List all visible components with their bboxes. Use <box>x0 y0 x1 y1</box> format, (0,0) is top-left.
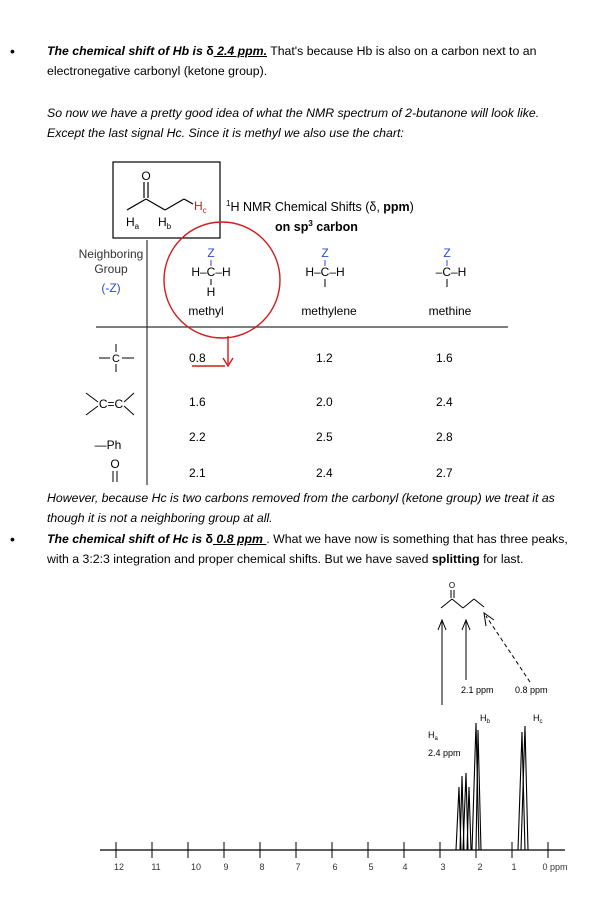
methyl-bottom-h: H <box>206 285 216 299</box>
methyl-highlight-circle <box>164 222 280 338</box>
molecule-skeleton <box>127 182 193 210</box>
tick-3: 3 <box>440 862 446 872</box>
spectrum-label-08: 0.8 ppm <box>515 685 548 695</box>
tick-4: 4 <box>402 862 408 872</box>
cell-r3-c3: 2.8 <box>436 430 453 444</box>
bullet2-lead: The chemical shift of Hc is <box>47 532 206 546</box>
group-phenyl-label: —Ph <box>94 438 122 452</box>
cell-r3-c2: 2.5 <box>316 430 333 444</box>
molecule-o-label: O <box>141 169 151 183</box>
bullet2-rest-2-pre: with a 3:2:3 integration and proper chemical shifts. But we have saved <box>47 552 432 566</box>
cell-r2-c1: 1.6 <box>189 395 206 409</box>
methine-z-label: Z <box>443 246 451 260</box>
group-carbonyl-o: O <box>110 457 120 471</box>
intro-line-2: Except the last signal Hc. Since it is methyl we also use the chart: <box>47 126 404 140</box>
bullet2-rest-2-post: for last. <box>479 552 524 566</box>
bullet1-lead: The chemical shift of Hb is <box>47 44 207 58</box>
methylene-hch: H–C–H <box>305 265 345 279</box>
molecule-hc-label: $H_c$ <box>194 199 207 215</box>
spectrum-molecule <box>441 590 484 608</box>
methyl-z-label: Z <box>207 246 215 260</box>
bullet2-splitting: splitting <box>431 552 480 566</box>
group-alkyl-label: C <box>112 353 120 365</box>
spectrum-o-label: O <box>448 581 456 590</box>
cell-r1-c2: 1.2 <box>316 351 333 365</box>
bullet-dot: • <box>10 43 15 59</box>
molecule-hb-label: $H_b$ <box>158 215 172 231</box>
spectrum-ha-ppm: 2.4 ppm <box>428 748 461 758</box>
cell-r2-c3: 2.4 <box>436 395 453 409</box>
chart-title: $^1$H NMR Chemical Shifts (δ, ppm) <box>226 199 414 214</box>
spectrum-hc-label: $H_c$ <box>533 713 543 725</box>
cell-r3-c1: 2.2 <box>189 430 206 444</box>
tick-5: 5 <box>368 862 374 872</box>
bullet2-value: 0.8 ppm <box>213 532 267 546</box>
however-line-1: However, because Hc is two carbons removed from the carbonyl (ketone group) we treat it as <box>47 491 555 505</box>
tick-1: 1 <box>511 862 517 872</box>
tick-10: 10 <box>190 862 202 872</box>
tick-7: 7 <box>295 862 301 872</box>
column-methyl: methyl <box>188 304 224 318</box>
spectrum-ha-label: $H_a$ <box>428 730 438 742</box>
cell-r4-c3: 2.7 <box>436 466 453 480</box>
cell-r2-c2: 2.0 <box>316 395 333 409</box>
however-paragraph <box>47 488 612 528</box>
bullet2-delta: δ <box>205 532 214 546</box>
bullet2-rest-1: . What we have now is something that has three peaks, <box>266 532 568 546</box>
bullet1-rest-1: That's because Hb is also on a carbon next to an <box>267 44 537 58</box>
bullet1-value: 2.4 ppm. <box>213 44 267 58</box>
methylene-z-label: Z <box>321 246 329 260</box>
chart-subtitle: on $sp^3$ carbon <box>275 219 358 234</box>
spectrum-hb-label: $H_b$ <box>480 713 490 725</box>
cell-r4-c2: 2.4 <box>316 466 333 480</box>
bullet2-paragraph <box>47 529 612 569</box>
methyl-hch: H–C–H <box>191 265 231 279</box>
column-methylene: methylene <box>301 304 357 318</box>
spectrum-label-21: 2.1 ppm <box>461 685 494 695</box>
tick-12: 12 <box>113 862 125 872</box>
bullet1-rest-2: electronegative carbonyl (ketone group). <box>47 64 268 78</box>
intro-line-1: So now we have a pretty good idea of what the NMR spectrum of 2-butanone will look like. <box>47 106 540 120</box>
cell-r1-c3: 1.6 <box>436 351 453 365</box>
molecule-ha-label: $H_a$ <box>126 215 140 231</box>
however-line-2: though it is not a neighboring group at all. <box>47 511 273 525</box>
neighboring-label-z: (-Z) <box>101 281 121 295</box>
methine-ch: –C–H <box>435 265 467 279</box>
tick-0-ppm: 0 ppm <box>542 862 568 872</box>
neighboring-label-2: Group <box>94 262 128 276</box>
nmr-spectrum <box>0 580 615 920</box>
cell-r1-c1: 0.8 <box>189 351 206 365</box>
tick-2: 2 <box>477 862 483 872</box>
group-alkene-label: C=C <box>98 397 124 411</box>
column-methine: methine <box>428 304 472 318</box>
bullet1-delta: δ <box>206 44 214 58</box>
tick-8: 8 <box>259 862 265 872</box>
cell-r4-c1: 2.1 <box>189 466 206 480</box>
tick-9: 9 <box>223 862 229 872</box>
tick-6: 6 <box>332 862 338 872</box>
neighboring-label-1: Neighboring <box>78 247 144 261</box>
spectrum-peaks <box>456 723 528 850</box>
bullet-dot-2: • <box>10 531 15 547</box>
tick-11: 11 <box>151 862 161 872</box>
